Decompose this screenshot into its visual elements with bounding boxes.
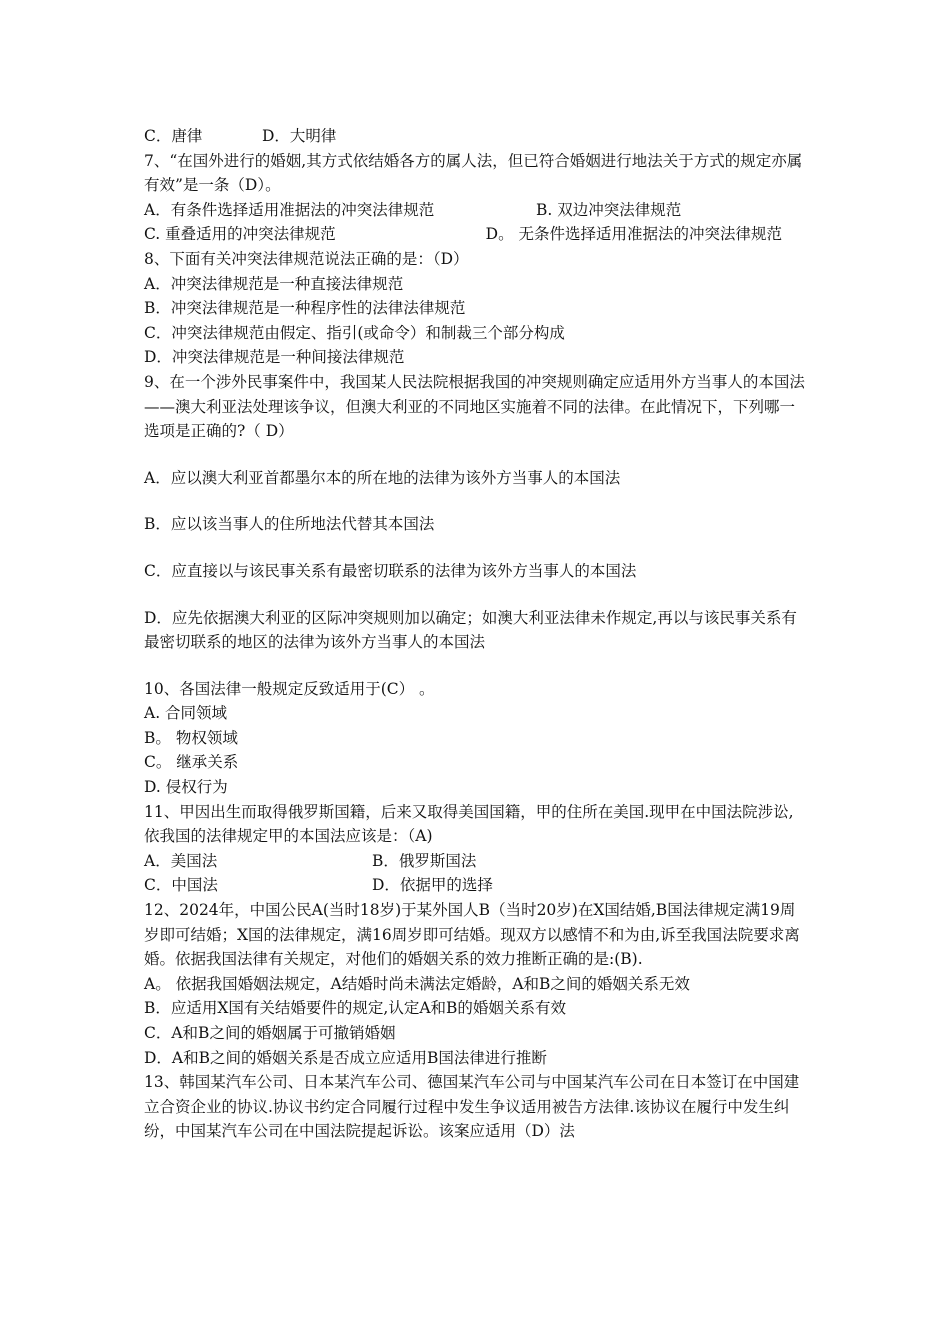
q9-option-b: B．应以该当事人的住所地法代替其本国法 bbox=[144, 515, 435, 534]
q8-stem: 8、下面有关冲突法律规范说法正确的是：（D） bbox=[144, 249, 469, 268]
q11-option-c: C．中国法 bbox=[144, 876, 218, 895]
q7-stem: 7、“在国外进行的婚姻,其方式依结婚各方的属人法，但已符合婚姻进行地法关于方式的规定亦属有效”是一条（D）。 bbox=[144, 151, 803, 195]
q9-option-d: D．应先依据澳大利亚的区际冲突规则加以确定；如澳大利亚法律未作规定,再以与该民事关系有最密切联系的地区的法律为该外方当事人的本国法 bbox=[144, 608, 797, 652]
q8-option-b: B．冲突法律规范是一种程序性的法律法律规范 bbox=[144, 299, 466, 318]
q7-option-c: C. 重叠适用的冲突法律规范 bbox=[144, 225, 336, 244]
q11-option-d: D．依据甲的选择 bbox=[372, 876, 493, 895]
q7-options-row-2 bbox=[144, 222, 808, 247]
q11-options-row-1 bbox=[144, 849, 808, 874]
q11-option-b: B．俄罗斯国法 bbox=[372, 851, 477, 870]
q8-option-d: D．冲突法律规范是一种间接法律规范 bbox=[144, 348, 405, 367]
q12-option-a: A。 依据我国婚姻法规定，A结婚时尚未满法定婚龄，A和B之间的婚姻关系无效 bbox=[144, 974, 690, 993]
q10-option-b: B。 物权领域 bbox=[144, 728, 238, 747]
q9-option-c: C．应直接以与该民事关系有最密切联系的法律为该外方当事人的本国法 bbox=[144, 561, 637, 580]
q10-option-d: D. 侵权行为 bbox=[144, 778, 228, 797]
q6-option-d: D．大明律 bbox=[262, 127, 337, 145]
q11-stem: 11、甲因出生而取得俄罗斯国籍，后来又取得美国国籍，甲的住所在美国.现甲在中国法院涉讼,依我国的法律规定甲的本国法应该是：（A) bbox=[144, 802, 794, 846]
q8-option-c: C．冲突法律规范由假定、指引(或命令）和制裁三个部分构成 bbox=[144, 323, 565, 342]
q10-option-a: A. 合同领域 bbox=[144, 704, 228, 723]
q7-option-b: B. 双边冲突法律规范 bbox=[536, 200, 682, 219]
q9-stem: 9、在一个涉外民事案件中，我国某人民法院根据我国的冲突规则确定应适用外方当事人的本国法——澳大利亚法处理该争议，但澳大利亚的不同地区实施着不同的法律。在此情况下，下列哪一选项是正确的?（ D） bbox=[144, 372, 805, 441]
q9-option-a: A．应以澳大利亚首都墨尔本的所在地的法律为该外方当事人的本国法 bbox=[144, 468, 621, 487]
document-page bbox=[144, 124, 808, 1144]
q7-option-a: A．有条件选择适用准据法的冲突法律规范 bbox=[144, 200, 435, 219]
q7-option-d: D。 无条件选择适用准据法的冲突法律规范 bbox=[485, 225, 783, 244]
q6-options-row bbox=[144, 124, 808, 149]
q11-options-row-2 bbox=[144, 873, 808, 898]
q12-option-d: D．A和B之间的婚姻关系是否成立应适用B国法律进行推断 bbox=[144, 1048, 547, 1067]
q6-option-c: C．唐律 bbox=[144, 127, 203, 145]
q12-option-b: B．应适用X国有关结婚要件的规定,认定A和B的婚姻关系有效 bbox=[144, 999, 566, 1018]
q10-option-c: C。 继承关系 bbox=[144, 753, 239, 772]
q10-stem: 10、各国法律一般规定反致适用于(C） 。 bbox=[144, 679, 435, 698]
q13-stem: 13、韩国某汽车公司、日本某汽车公司、德国某汽车公司与中国某汽车公司在日本签订在中国建立合资企业的协议.协议书约定合同履行过程中发生争议适用被告方法律.该协议在履行中发生纠纷，中国某汽车公司在中国法院提起诉讼。该案应适用（D）法 bbox=[144, 1073, 800, 1141]
q12-stem: 12、2024年，中国公民A(当时18岁)于某外国人B（当时20岁)在X国结婚,B国法律规定满19周岁即可结婚；X国的法律规定，满16周岁即可结婚。现双方以感情不和为由,诉至我国法院要求离婚。依据我国法律有关规定，对他们的婚姻关系的效力推断正确的是:(B). bbox=[144, 901, 800, 969]
q8-option-a: A．冲突法律规范是一种直接法律规范 bbox=[144, 274, 404, 293]
q12-option-c: C．A和B之间的婚姻属于可撤销婚姻 bbox=[144, 1024, 396, 1042]
q11-option-a: A．美国法 bbox=[144, 851, 218, 870]
q7-options-row-1 bbox=[144, 198, 808, 223]
